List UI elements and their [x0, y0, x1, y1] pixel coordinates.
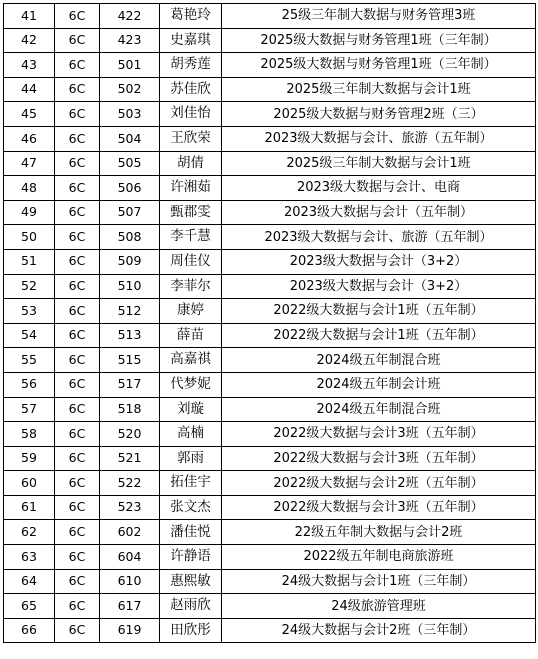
- student-name-cell: 王欣荣: [160, 126, 222, 151]
- table-row: [4, 545, 536, 570]
- seat-number-cell: 503: [100, 102, 160, 127]
- class-name-cell: 2023级大数据与会计（3+2）: [222, 249, 536, 274]
- table-row: [4, 249, 536, 274]
- class-name-cell: 25级三年制大数据与财务管理3班: [222, 4, 536, 29]
- room-cell: 6C: [55, 249, 100, 274]
- row-number-cell: 42: [4, 28, 55, 53]
- student-name-cell: 李千慧: [160, 225, 222, 250]
- room-cell: 6C: [55, 102, 100, 127]
- student-name-cell: 代梦妮: [160, 372, 222, 397]
- student-name-cell: 康婷: [160, 299, 222, 324]
- row-number-cell: 45: [4, 102, 55, 127]
- student-name-cell: 刘佳怡: [160, 102, 222, 127]
- table-row: [4, 348, 536, 373]
- seat-number-cell: 509: [100, 249, 160, 274]
- student-name-cell: 胡倩: [160, 151, 222, 176]
- class-name-cell: 2022级大数据与会计3班（五年制）: [222, 422, 536, 447]
- seat-number-cell: 422: [100, 4, 160, 29]
- class-name-cell: 2023级大数据与会计、电商: [222, 176, 536, 201]
- row-number-cell: 66: [4, 618, 55, 643]
- class-name-cell: 2022级大数据与会计1班（五年制）: [222, 323, 536, 348]
- seat-number-cell: 604: [100, 545, 160, 570]
- seat-number-cell: 602: [100, 520, 160, 545]
- seat-number-cell: 513: [100, 323, 160, 348]
- table-row: [4, 28, 536, 53]
- table-row: [4, 520, 536, 545]
- table-row: [4, 299, 536, 324]
- room-cell: 6C: [55, 495, 100, 520]
- row-number-cell: 53: [4, 299, 55, 324]
- room-cell: 6C: [55, 28, 100, 53]
- seat-number-cell: 502: [100, 77, 160, 102]
- table-row: [4, 397, 536, 422]
- table-row: [4, 77, 536, 102]
- room-cell: 6C: [55, 618, 100, 643]
- seat-number-cell: 505: [100, 151, 160, 176]
- student-name-cell: 胡秀莲: [160, 53, 222, 78]
- room-cell: 6C: [55, 53, 100, 78]
- row-number-cell: 55: [4, 348, 55, 373]
- class-name-cell: 24级大数据与会计2班（三年制）: [222, 618, 536, 643]
- row-number-cell: 59: [4, 446, 55, 471]
- class-name-cell: 2022级五年制电商旅游班: [222, 545, 536, 570]
- room-cell: 6C: [55, 323, 100, 348]
- room-cell: 6C: [55, 274, 100, 299]
- seat-number-cell: 520: [100, 422, 160, 447]
- room-cell: 6C: [55, 446, 100, 471]
- room-cell: 6C: [55, 372, 100, 397]
- row-number-cell: 49: [4, 200, 55, 225]
- student-name-cell: 许湘茹: [160, 176, 222, 201]
- seat-number-cell: 504: [100, 126, 160, 151]
- student-name-cell: 薛苗: [160, 323, 222, 348]
- table-row: [4, 471, 536, 496]
- class-name-cell: 2023级大数据与会计（五年制）: [222, 200, 536, 225]
- row-number-cell: 58: [4, 422, 55, 447]
- seat-number-cell: 510: [100, 274, 160, 299]
- row-number-cell: 61: [4, 495, 55, 520]
- table-row: [4, 372, 536, 397]
- student-name-cell: 苏佳欣: [160, 77, 222, 102]
- seat-number-cell: 423: [100, 28, 160, 53]
- class-name-cell: 2022级大数据与会计1班（五年制）: [222, 299, 536, 324]
- room-cell: 6C: [55, 126, 100, 151]
- table-row: [4, 53, 536, 78]
- room-cell: 6C: [55, 225, 100, 250]
- room-cell: 6C: [55, 4, 100, 29]
- seat-number-cell: 610: [100, 569, 160, 594]
- student-name-cell: 张文杰: [160, 495, 222, 520]
- student-name-cell: 史嘉琪: [160, 28, 222, 53]
- student-name-cell: 甄郡雯: [160, 200, 222, 225]
- seat-number-cell: 521: [100, 446, 160, 471]
- row-number-cell: 56: [4, 372, 55, 397]
- table-row: [4, 126, 536, 151]
- student-name-cell: 潘佳悦: [160, 520, 222, 545]
- class-name-cell: 2023级大数据与会计（3+2）: [222, 274, 536, 299]
- table-row: [4, 594, 536, 619]
- student-name-cell: 赵雨欣: [160, 594, 222, 619]
- class-name-cell: 2022级大数据与会计2班（五年制）: [222, 471, 536, 496]
- room-cell: 6C: [55, 151, 100, 176]
- student-name-cell: 刘璇: [160, 397, 222, 422]
- student-name-cell: 高楠: [160, 422, 222, 447]
- row-number-cell: 52: [4, 274, 55, 299]
- row-number-cell: 63: [4, 545, 55, 570]
- seat-number-cell: 508: [100, 225, 160, 250]
- row-number-cell: 46: [4, 126, 55, 151]
- table-row: [4, 102, 536, 127]
- table-row: [4, 176, 536, 201]
- room-cell: 6C: [55, 176, 100, 201]
- seat-number-cell: 501: [100, 53, 160, 78]
- class-name-cell: 2023级大数据与会计、旅游（五年制）: [222, 126, 536, 151]
- class-name-cell: 2025级三年制大数据与会计1班: [222, 151, 536, 176]
- room-cell: 6C: [55, 569, 100, 594]
- student-name-cell: 惠熙敏: [160, 569, 222, 594]
- room-cell: 6C: [55, 77, 100, 102]
- table-row: [4, 446, 536, 471]
- row-number-cell: 51: [4, 249, 55, 274]
- seat-number-cell: 617: [100, 594, 160, 619]
- table-row: [4, 618, 536, 643]
- student-name-cell: 周佳仪: [160, 249, 222, 274]
- seat-number-cell: 515: [100, 348, 160, 373]
- room-cell: 6C: [55, 471, 100, 496]
- table-row: [4, 4, 536, 29]
- class-name-cell: 2024级五年制混合班: [222, 397, 536, 422]
- row-number-cell: 50: [4, 225, 55, 250]
- student-name-cell: 田欣彤: [160, 618, 222, 643]
- seat-number-cell: 506: [100, 176, 160, 201]
- table-row: [4, 225, 536, 250]
- seat-number-cell: 619: [100, 618, 160, 643]
- row-number-cell: 64: [4, 569, 55, 594]
- room-cell: 6C: [55, 594, 100, 619]
- row-number-cell: 62: [4, 520, 55, 545]
- table-row: [4, 323, 536, 348]
- row-number-cell: 41: [4, 4, 55, 29]
- room-cell: 6C: [55, 520, 100, 545]
- class-name-cell: 2022级大数据与会计3班（五年制）: [222, 495, 536, 520]
- room-cell: 6C: [55, 200, 100, 225]
- student-name-cell: 郭雨: [160, 446, 222, 471]
- room-cell: 6C: [55, 422, 100, 447]
- room-cell: 6C: [55, 545, 100, 570]
- student-name-cell: 高嘉祺: [160, 348, 222, 373]
- table-row: [4, 151, 536, 176]
- table-row: [4, 274, 536, 299]
- student-name-cell: 李菲尔: [160, 274, 222, 299]
- student-name-cell: 拓佳宇: [160, 471, 222, 496]
- row-number-cell: 57: [4, 397, 55, 422]
- class-name-cell: 2024级五年制混合班: [222, 348, 536, 373]
- row-number-cell: 43: [4, 53, 55, 78]
- seat-number-cell: 507: [100, 200, 160, 225]
- student-name-cell: 葛艳玲: [160, 4, 222, 29]
- class-name-cell: 2022级大数据与会计3班（五年制）: [222, 446, 536, 471]
- roster-body: [4, 4, 536, 643]
- room-cell: 6C: [55, 397, 100, 422]
- class-name-cell: 24级大数据与会计1班（三年制）: [222, 569, 536, 594]
- student-roster-table: [3, 3, 536, 643]
- row-number-cell: 65: [4, 594, 55, 619]
- seat-number-cell: 522: [100, 471, 160, 496]
- row-number-cell: 60: [4, 471, 55, 496]
- table-row: [4, 200, 536, 225]
- seat-number-cell: 512: [100, 299, 160, 324]
- student-name-cell: 许静语: [160, 545, 222, 570]
- table-row: [4, 495, 536, 520]
- seat-number-cell: 517: [100, 372, 160, 397]
- row-number-cell: 54: [4, 323, 55, 348]
- class-name-cell: 2025级大数据与财务管理2班（三）: [222, 102, 536, 127]
- seat-number-cell: 518: [100, 397, 160, 422]
- seat-number-cell: 523: [100, 495, 160, 520]
- class-name-cell: 22级五年制大数据与会计2班: [222, 520, 536, 545]
- table-row: [4, 569, 536, 594]
- table-row: [4, 422, 536, 447]
- room-cell: 6C: [55, 348, 100, 373]
- row-number-cell: 47: [4, 151, 55, 176]
- class-name-cell: 2025级大数据与财务管理1班（三年制）: [222, 53, 536, 78]
- class-name-cell: 2025级三年制大数据与会计1班: [222, 77, 536, 102]
- row-number-cell: 44: [4, 77, 55, 102]
- class-name-cell: 2023级大数据与会计、旅游（五年制）: [222, 225, 536, 250]
- class-name-cell: 2025级大数据与财务管理1班（三年制）: [222, 28, 536, 53]
- class-name-cell: 2024级五年制会计班: [222, 372, 536, 397]
- row-number-cell: 48: [4, 176, 55, 201]
- room-cell: 6C: [55, 299, 100, 324]
- class-name-cell: 24级旅游管理班: [222, 594, 536, 619]
